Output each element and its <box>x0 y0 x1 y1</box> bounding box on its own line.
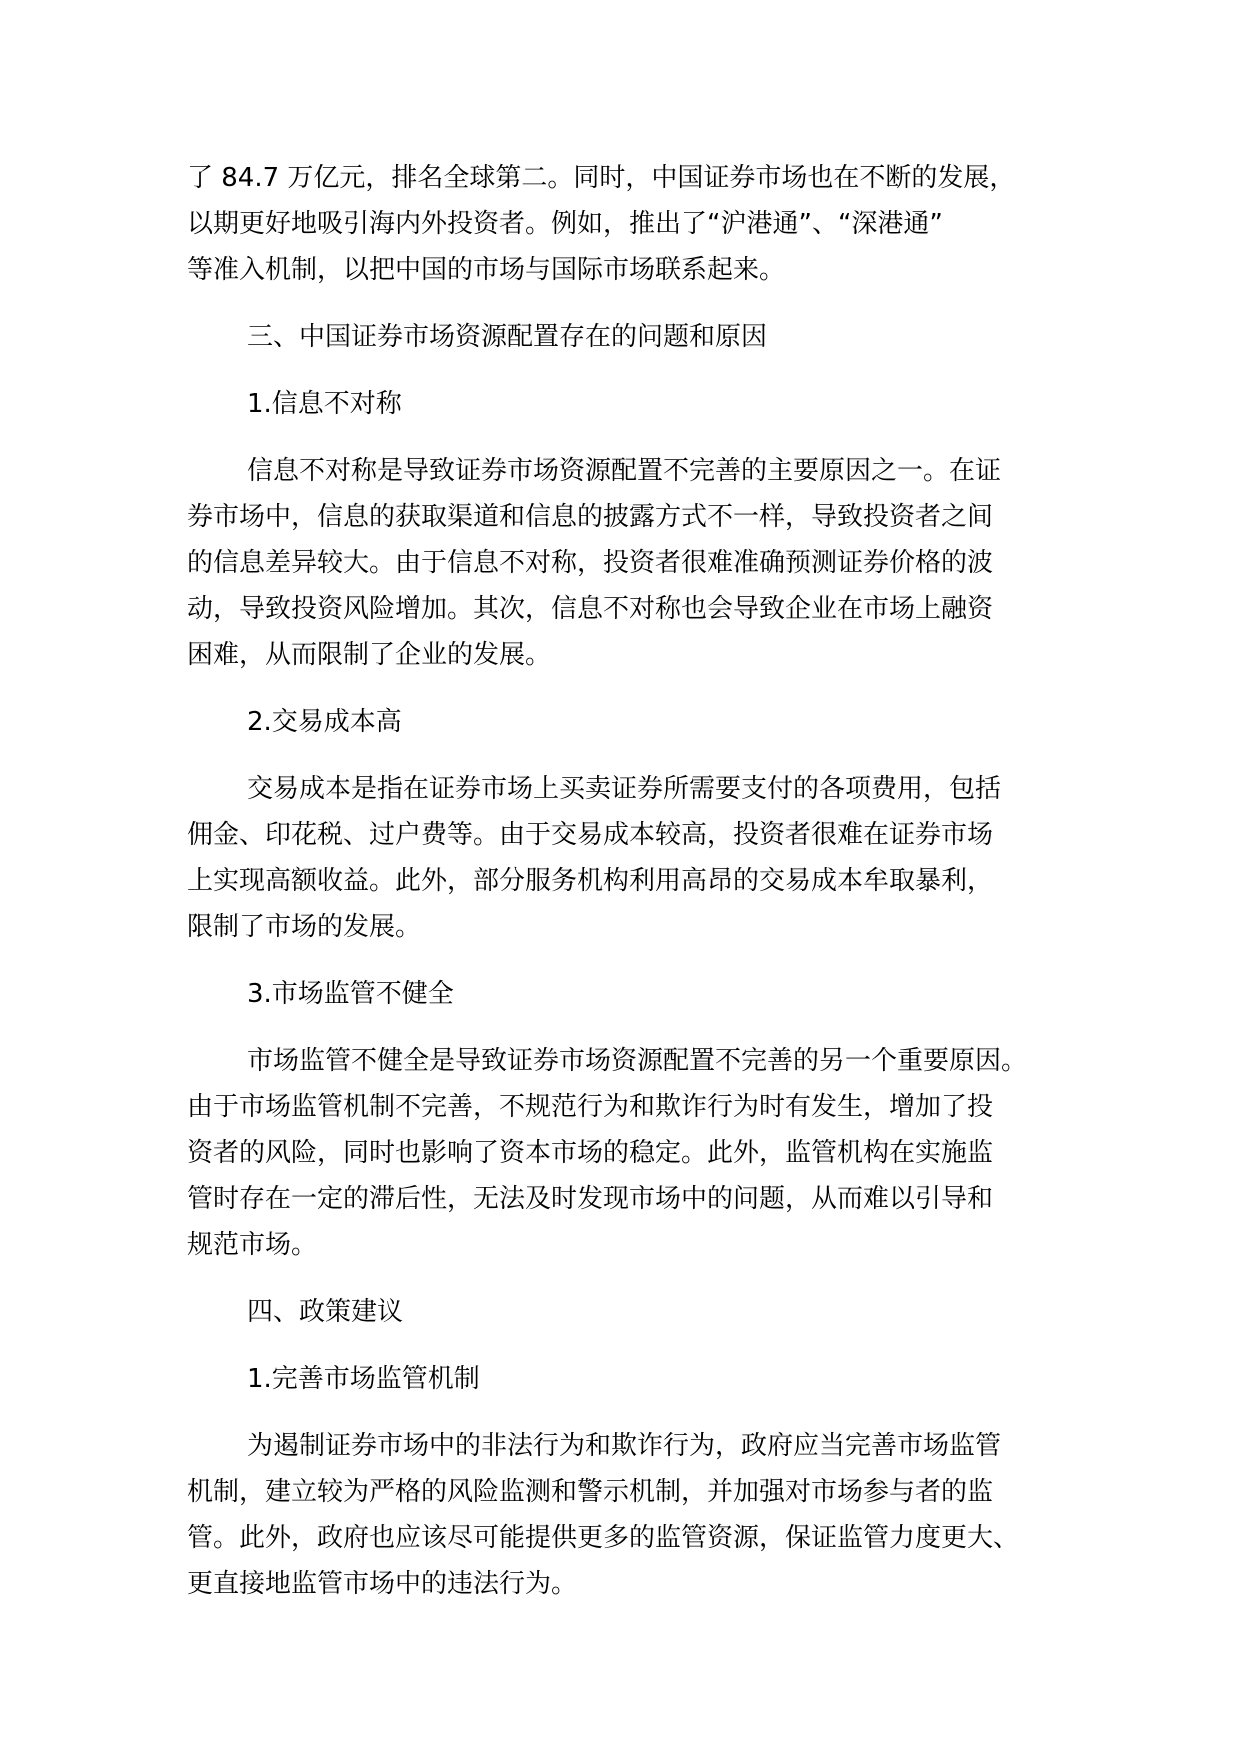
text-line: 更直接地监管市场中的违法行为。 <box>187 1569 578 1599</box>
subsection-3-3-heading: 3.市场监管不健全 <box>247 979 454 1009</box>
intro-paragraph <box>187 155 1067 293</box>
paragraph-3-1 <box>187 448 1067 678</box>
text-line: 机制，建立较为严格的风险监测和警示机制，并加强对市场参与者的监 <box>187 1477 994 1507</box>
text-line: 困难，从而限制了企业的发展。 <box>187 640 552 670</box>
text-line: 为遏制证券市场中的非法行为和欺诈行为，政府应当完善市场监管 <box>247 1431 1002 1461</box>
paragraph-3-2 <box>187 766 1067 950</box>
text-line: 了 84.7 万亿元，排名全球第二。同时，中国证券市场也在不断的发展， <box>187 163 1016 193</box>
text-line: 管时存在一定的滞后性，无法及时发现市场中的问题，从而难以引导和 <box>187 1184 994 1214</box>
paragraph-3-3 <box>187 1038 1067 1268</box>
text-line: 的信息差异较大。由于信息不对称，投资者很难准确预测证券价格的波 <box>187 548 994 578</box>
text-line: 管。此外，政府也应该尽可能提供更多的监管资源，保证监管力度更大、 <box>187 1523 1020 1553</box>
paragraph-4-1 <box>187 1423 1067 1607</box>
text-line: 由于市场监管机制不完善，不规范行为和欺诈行为时有发生，增加了投 <box>187 1092 994 1122</box>
text-line: 等准入机制，以把中国的市场与国际市场联系起来。 <box>187 255 786 285</box>
text-line: 规范市场。 <box>187 1230 318 1260</box>
section-4-heading: 四、政策建议 <box>247 1297 404 1327</box>
text-line: 信息不对称是导致证券市场资源配置不完善的主要原因之一。在证 <box>247 456 1002 486</box>
text-line: 动，导致投资风险增加。其次，信息不对称也会导致企业在市场上融资 <box>187 594 994 624</box>
subsection-3-2-heading: 2.交易成本高 <box>247 707 402 737</box>
text-line: 限制了市场的发展。 <box>187 912 422 942</box>
text-line: 佣金、印花税、过户费等。由于交易成本较高，投资者很难在证券市场 <box>187 820 994 850</box>
subsection-3-1-heading: 1.信息不对称 <box>247 389 402 419</box>
subsection-4-1-heading: 1.完善市场监管机制 <box>247 1364 480 1394</box>
section-3-heading: 三、中国证券市场资源配置存在的问题和原因 <box>247 322 768 352</box>
text-line: 市场监管不健全是导致证券市场资源配置不完善的另一个重要原因。 <box>247 1046 1028 1076</box>
text-line: 券市场中，信息的获取渠道和信息的披露方式不一样，导致投资者之间 <box>187 502 994 532</box>
text-line: 资者的风险，同时也影响了资本市场的稳定。此外，监管机构在实施监 <box>187 1138 994 1168</box>
text-line: 以期更好地吸引海内外投资者。例如，推出了“沪港通”、“深港通” <box>187 209 943 239</box>
text-line: 交易成本是指在证券市场上买卖证券所需要支付的各项费用，包括 <box>247 774 1002 804</box>
document-body <box>187 155 1067 1628</box>
text-line: 上实现高额收益。此外，部分服务机构利用高昂的交易成本牟取暴利， <box>187 866 994 896</box>
